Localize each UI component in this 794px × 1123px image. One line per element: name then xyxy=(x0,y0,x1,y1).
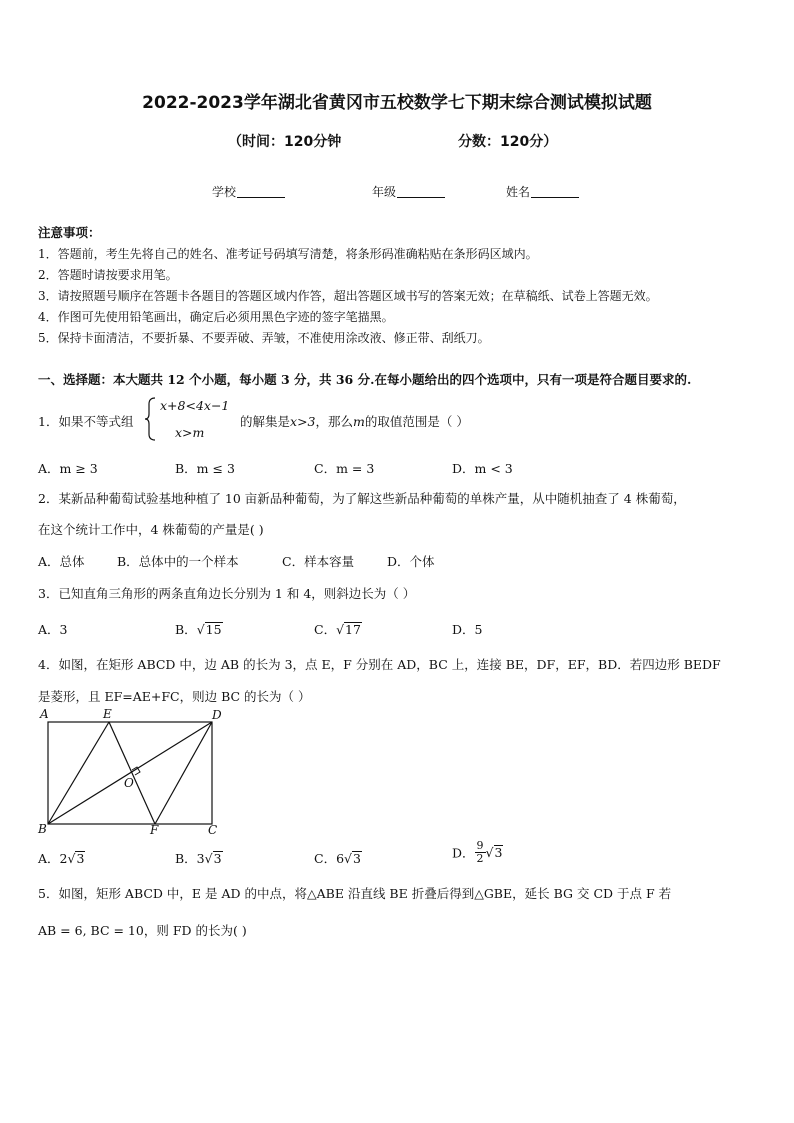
segment-be xyxy=(48,722,109,824)
q4-line-1: 4．如图，在矩形 ABCD 中，边 AB 的长为 3，点 E，F 分别在 AD，BC 上，连接 BE，DF，EF，BD．若四边形 BEDF xyxy=(38,657,721,672)
q3-option-c[interactable]: C．√17 xyxy=(314,622,361,637)
note-item: 1．答题前，考生先将自己的姓名、准考证号码填写清楚，将条形码准确粘贴在条形码区域内。 xyxy=(38,247,538,261)
q1-option-c[interactable]: C．m = 3 xyxy=(314,461,375,476)
note-item: 4．作图可先使用铅笔画出，确定后必须用黑色字迹的签字笔描黑。 xyxy=(38,310,394,324)
grade-field[interactable] xyxy=(372,183,445,200)
time-info: （时间：120分钟 xyxy=(228,134,342,150)
q4-option-d[interactable]: D． $\frac{9}{2}$ √3 xyxy=(452,839,503,865)
name-blank[interactable] xyxy=(531,185,579,198)
q1-inequality-1: x+8<4x−1 xyxy=(160,398,230,413)
q2-option-b[interactable]: B．总体中的一个样本 xyxy=(117,554,239,569)
brace-icon xyxy=(143,396,157,442)
school-label: 学校 xyxy=(212,185,237,199)
label-b: B xyxy=(38,822,47,836)
q1-option-b[interactable]: B．m ≤ 3 xyxy=(175,461,235,476)
label-f: F xyxy=(150,823,159,837)
notes-heading: 注意事项： xyxy=(38,225,101,240)
note-item: 2．答题时请按要求用笔。 xyxy=(38,268,178,282)
q5-line-2: AB = 6, BC = 10，则 FD 的长为( ) xyxy=(38,923,247,938)
grade-blank[interactable] xyxy=(397,185,445,198)
q4-line-2: 是菱形，且 EF=AE+FC，则边 BC 的长为（ ） xyxy=(38,689,311,704)
q2-line-2: 在这个统计工作中，4 株葡萄的产量是( ) xyxy=(38,522,264,537)
q2-option-c[interactable]: C．样本容量 xyxy=(282,554,355,569)
diagonal-bd xyxy=(48,722,212,824)
section-heading: 一、选择题：本大题共 12 个小题，每小题 3 分，共 36 分.在每小题给出的四个选项中，只有一项是符合题目要求的. xyxy=(38,372,692,387)
note-item: 3．请按照题号顺序在答题卡各题目的答题区域内作答，超出答题区域书写的答案无效；在草稿纸、试卷上答题无效。 xyxy=(38,289,658,303)
q4-option-a[interactable]: A．2√3 xyxy=(38,851,85,866)
label-e: E xyxy=(103,707,112,721)
q2-line-1: 2．某新品种葡萄试验基地种植了 10 亩新品种葡萄，为了解这些新品种葡萄的单株产量，从中随机抽查了 4 株葡萄， xyxy=(38,491,686,506)
label-d: D xyxy=(212,708,222,722)
label-c: C xyxy=(208,823,218,837)
name-label: 姓名 xyxy=(506,185,531,199)
score-info: 分数：120分） xyxy=(458,134,558,150)
q4-option-b[interactable]: B．3√3 xyxy=(175,851,222,866)
page-title: 2022-2023学年湖北省黄冈市五校数学七下期末综合测试模拟试题 xyxy=(142,93,652,113)
segment-ef xyxy=(109,722,155,824)
q3-option-b[interactable]: B．√15 xyxy=(175,622,222,637)
q3-option-a[interactable]: A．3 xyxy=(38,622,68,637)
school-field[interactable] xyxy=(212,183,285,200)
grade-label: 年级 xyxy=(372,185,397,199)
q1-option-d[interactable]: D．m < 3 xyxy=(452,461,513,476)
q2-option-d[interactable]: D．个体 xyxy=(387,554,435,569)
q5-line-1: 5．如图，矩形 ABCD 中，E 是 AD 的中点，将△ABE 沿直线 BE 折叠后得到△GBE，延长 BG 交 CD 于点 F 若 xyxy=(38,886,672,901)
q1-inequality-2: x>m xyxy=(175,425,205,440)
q1-mid: 的解集是x>3，那么m的取值范围是（ ） xyxy=(240,414,469,429)
q4-figure xyxy=(36,706,226,840)
q4-option-c[interactable]: C．6√3 xyxy=(314,851,361,866)
school-blank[interactable] xyxy=(237,185,285,198)
label-o: O xyxy=(124,776,134,790)
q2-option-a[interactable]: A．总体 xyxy=(38,554,85,569)
q3-option-d[interactable]: D．5 xyxy=(452,622,483,637)
name-field[interactable] xyxy=(506,183,579,200)
q3-text: 3．已知直角三角形的两条直角边长分别为 1 和 4，则斜边长为（ ） xyxy=(38,586,416,601)
segment-df xyxy=(155,722,212,824)
note-item: 5．保持卡面清洁，不要折暴、不要弄破、弄皱，不准使用涂改液、修正带、刮纸刀。 xyxy=(38,331,490,345)
fraction: $\frac{9}{2}$ xyxy=(476,839,484,865)
q1-option-a[interactable]: A．m ≥ 3 xyxy=(38,461,98,476)
label-a: A xyxy=(40,707,49,721)
q1-prefix: 1．如果不等式组 xyxy=(38,414,134,429)
